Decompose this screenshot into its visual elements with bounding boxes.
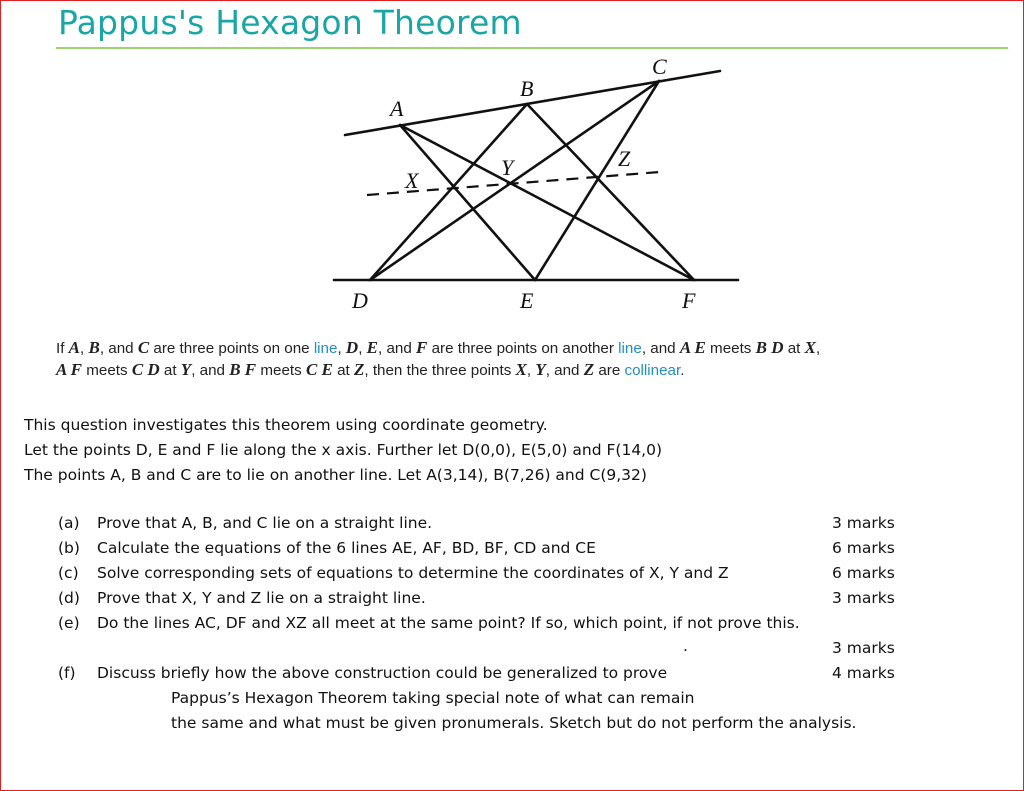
question-f-continuation: the same and what must be given pronumerals. Sketch but do not perform the analysis.	[171, 714, 857, 732]
label-d: D	[352, 288, 368, 313]
question-label: (f)	[58, 664, 76, 682]
marks-b: 6 marks	[832, 539, 895, 557]
marks-e: 3 marks	[832, 639, 895, 657]
marks-c: 6 marks	[832, 564, 895, 582]
question-f-continuation: Pappus’s Hexagon Theorem taking special note of what can remain	[171, 689, 695, 707]
intro-line: Let the points D, E and F lie along the x axis. Further let D(0,0), E(5,0) and F(14,0)	[24, 441, 663, 459]
title-underline	[56, 47, 1008, 49]
marks-f: 4 marks	[832, 664, 895, 682]
label-b: B	[520, 76, 534, 101]
label-c: C	[652, 54, 667, 79]
label-e: E	[520, 288, 534, 313]
line-link[interactable]: line	[618, 340, 642, 357]
question-label: (e)	[58, 614, 80, 632]
question-text: Calculate the equations of the 6 lines AE, AF, BD, BF, CD and CE	[97, 539, 596, 557]
marks-a: 3 marks	[832, 514, 895, 532]
pappus-diagram	[330, 50, 750, 320]
intro-line: The points A, B and C are to lie on another line. Let A(3,14), B(7,26) and C(9,32)	[24, 466, 647, 484]
theorem-statement: If A, B, and C are three points on one line, D, E, and F are three points on another line, and A E meets B D at X, A F meets C D at Y, and B F meets C E at Z, then the three points X, Y, and Z are collinear.	[56, 338, 821, 379]
label-z: Z	[618, 146, 631, 171]
intro-line: This question investigates this theorem using coordinate geometry.	[24, 416, 548, 434]
question-text: Discuss briefly how the above construction could be generalized to prove	[97, 664, 668, 682]
label-x: X	[405, 168, 419, 193]
line-ae	[400, 125, 535, 280]
stray-dot: .	[683, 637, 688, 655]
marks-d: 3 marks	[832, 589, 895, 607]
label-y: Y	[501, 155, 514, 180]
question-text: Solve corresponding sets of equations to determine the coordinates of X, Y and Z	[97, 564, 729, 582]
line-link[interactable]: line	[313, 340, 338, 357]
question-label: (a)	[58, 514, 80, 532]
question-text: Do the lines AC, DF and XZ all meet at the same point? If so, which point, if not prove this.	[97, 614, 800, 632]
label-a: A	[390, 96, 404, 121]
question-label: (b)	[58, 539, 80, 557]
intro-text	[24, 413, 662, 488]
question-label: (d)	[58, 589, 80, 607]
collinear-link[interactable]: collinear	[624, 362, 681, 379]
page-title: Pappus's Hexagon Theorem	[58, 3, 522, 42]
question-text: Prove that A, B, and C lie on a straight line.	[97, 514, 433, 532]
question-label: (c)	[58, 564, 79, 582]
line-af	[400, 125, 694, 280]
question-text: Prove that X, Y and Z lie on a straight line.	[97, 589, 426, 607]
label-f: F	[682, 288, 696, 313]
